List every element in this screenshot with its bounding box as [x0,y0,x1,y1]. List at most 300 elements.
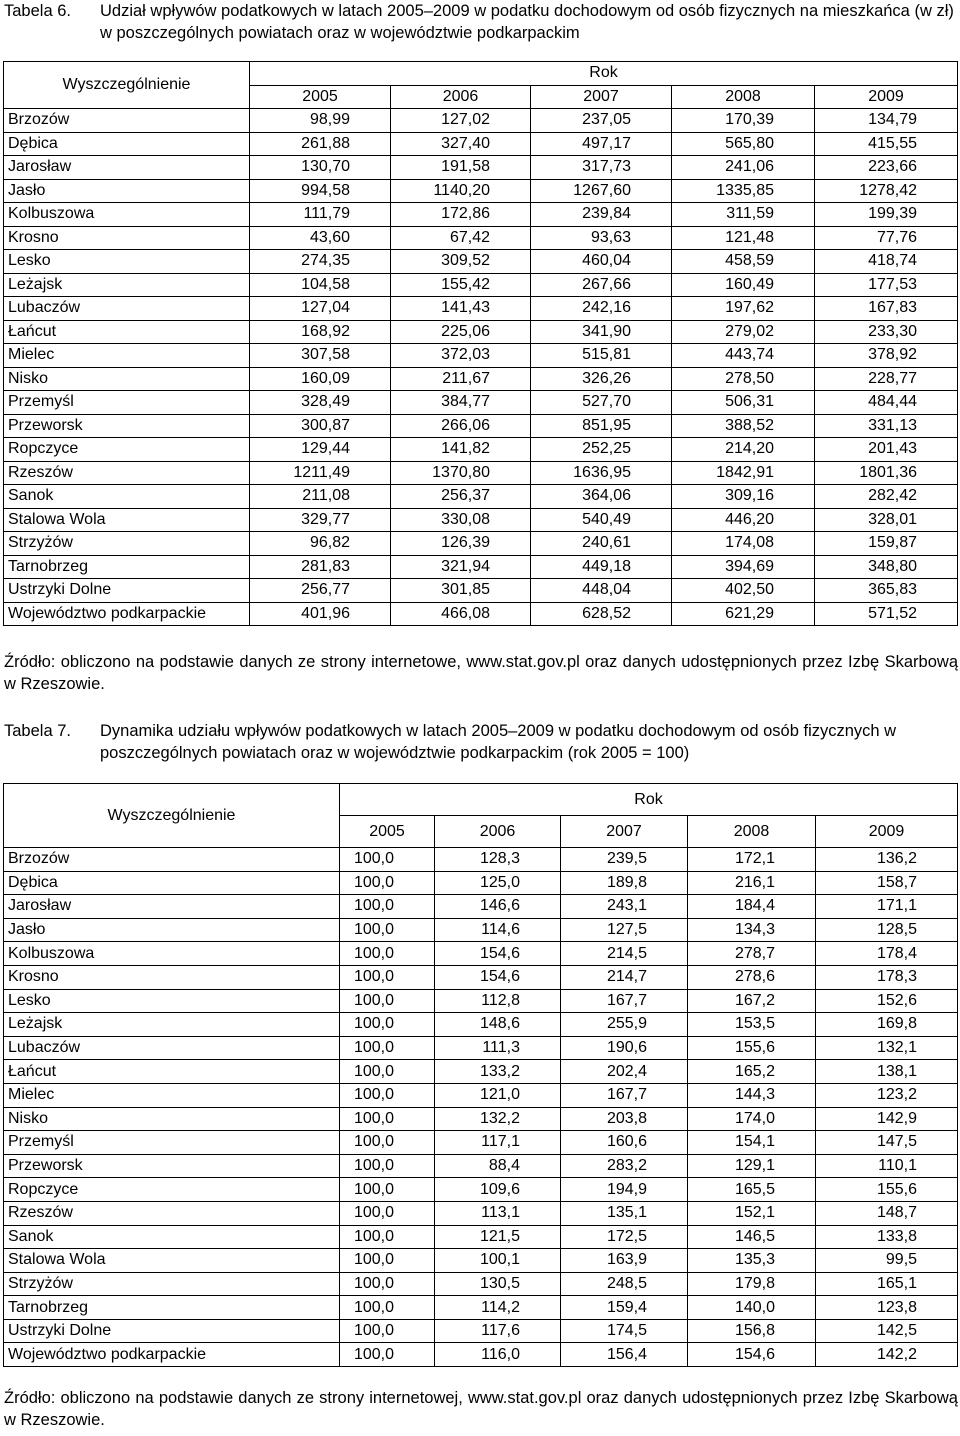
table-cell: 156,4 [561,1343,688,1367]
row-label: Ropczyce [4,438,250,462]
table-cell: 372,03 [391,344,531,368]
table-cell: 117,1 [435,1131,561,1155]
table-cell: 100,0 [340,942,435,966]
table-cell: 571,52 [815,602,958,626]
row-label: Brzozów [4,848,340,872]
row-label: Ustrzyki Dolne [4,1319,340,1343]
table-cell: 140,0 [688,1296,816,1320]
table7-title: Dynamika udziału wpływów podatkowych w latach 2005–2009 w podatku dochodowym od osób fizycznych w poszczególnych powiatach oraz w województwie podkarpackim (rok 2005 = 100) [100,722,897,762]
row-label: Nisko [4,367,250,391]
table-row [4,555,958,579]
table-cell: 100,0 [340,965,435,989]
table-cell: 123,8 [816,1296,958,1320]
table-cell: 134,79 [815,109,958,133]
table6-year-header: 2007 [531,85,672,109]
table-cell: 194,9 [561,1178,688,1202]
table-cell: 100,1 [435,1249,561,1273]
table6-label: Tabela 6. [4,2,71,20]
table-cell: 216,1 [688,871,816,895]
table-cell: 154,1 [688,1131,816,1155]
table-cell: 163,9 [561,1249,688,1273]
table-cell: 497,17 [531,132,672,156]
table-row [4,1319,958,1343]
table-row [4,965,958,989]
table-cell: 100,0 [340,989,435,1013]
table-cell: 112,8 [435,989,561,1013]
table-cell: 184,4 [688,895,816,919]
table-cell: 100,0 [340,918,435,942]
table-cell: 177,53 [815,273,958,297]
table-cell: 116,0 [435,1343,561,1367]
table-cell: 126,39 [391,532,531,556]
table-cell: 141,43 [391,297,531,321]
table-cell: 1801,36 [815,461,958,485]
table-cell: 100,0 [340,1107,435,1131]
table-cell: 261,88 [250,132,391,156]
table-cell: 100,0 [340,1083,435,1107]
row-label: Lesko [4,250,250,274]
row-label: Stalowa Wola [4,1249,340,1273]
table-row [4,1296,958,1320]
table-cell: 165,1 [816,1272,958,1296]
table-cell: 160,6 [561,1131,688,1155]
row-label: Tarnobrzeg [4,1296,340,1320]
table-cell: 223,66 [815,156,958,180]
table-cell: 203,8 [561,1107,688,1131]
table-cell: 147,5 [816,1131,958,1155]
table-cell: 1636,95 [531,461,672,485]
table-row [4,602,958,626]
table-cell: 331,13 [815,414,958,438]
table-cell: 197,62 [672,297,815,321]
table-cell: 565,80 [672,132,815,156]
table-cell: 100,0 [340,1319,435,1343]
table-cell: 401,96 [250,602,391,626]
table-cell: 460,04 [531,250,672,274]
table-row [4,179,958,203]
table-cell: 384,77 [391,391,531,415]
table-cell: 154,6 [688,1343,816,1367]
table-cell: 330,08 [391,508,531,532]
table-row [4,1013,958,1037]
row-label: Kolbuszowa [4,942,340,966]
table-row [4,1225,958,1249]
row-label: Ropczyce [4,1178,340,1202]
table-cell: 326,26 [531,367,672,391]
table-cell: 132,2 [435,1107,561,1131]
row-label: Rzeszów [4,461,250,485]
table-cell: 237,05 [531,109,672,133]
table-cell: 125,0 [435,871,561,895]
table-row [4,250,958,274]
table-cell: 178,3 [816,965,958,989]
table-cell: 93,63 [531,226,672,250]
table-row [4,1249,958,1273]
table-cell: 159,87 [815,532,958,556]
table-cell: 130,5 [435,1272,561,1296]
table-row [4,367,958,391]
table-cell: 179,8 [688,1272,816,1296]
table-row [4,226,958,250]
row-label: Województwo podkarpackie [4,1343,340,1367]
row-label: Jasło [4,918,340,942]
table-row [4,109,958,133]
table-cell: 100,0 [340,1296,435,1320]
table-row [4,1036,958,1060]
table-cell: 233,30 [815,320,958,344]
table-cell: 243,1 [561,895,688,919]
table-cell: 274,35 [250,250,391,274]
table-row [4,273,958,297]
table-row [4,344,958,368]
table7-caption [4,720,958,764]
table-cell: 100,0 [340,895,435,919]
table-row [4,1178,958,1202]
table-cell: 278,7 [688,942,816,966]
row-label: Lubaczów [4,1036,340,1060]
table-row [4,895,958,919]
table-cell: 267,66 [531,273,672,297]
table-cell: 127,02 [391,109,531,133]
table-cell: 152,1 [688,1201,816,1225]
table7-year-header: 2008 [688,816,816,848]
row-label: Ustrzyki Dolne [4,579,250,603]
table-cell: 133,8 [816,1225,958,1249]
row-label: Tarnobrzeg [4,555,250,579]
table-row [4,508,958,532]
table-cell: 190,6 [561,1036,688,1060]
table-cell: 174,08 [672,532,815,556]
row-label: Leżajsk [4,273,250,297]
table-cell: 148,7 [816,1201,958,1225]
table-row [4,297,958,321]
table-cell: 309,16 [672,485,815,509]
table7-header-spec: Wyszczególnienie [4,784,340,848]
table-cell: 449,18 [531,555,672,579]
table-cell: 100,0 [340,1131,435,1155]
table-row [4,871,958,895]
table-cell: 100,0 [340,1201,435,1225]
table7-year-header: 2007 [561,816,688,848]
table-cell: 174,0 [688,1107,816,1131]
table-cell: 202,4 [561,1060,688,1084]
table-cell: 418,74 [815,250,958,274]
row-label: Przeworsk [4,1154,340,1178]
row-label: Krosno [4,965,340,989]
table6 [3,61,958,626]
table-cell: 172,86 [391,203,531,227]
row-label: Krosno [4,226,250,250]
table-cell: 239,84 [531,203,672,227]
table-cell: 214,20 [672,438,815,462]
table-cell: 100,0 [340,1178,435,1202]
table-cell: 228,77 [815,367,958,391]
table-cell: 169,8 [816,1013,958,1037]
row-label: Przemyśl [4,1131,340,1155]
table-cell: 167,2 [688,989,816,1013]
table-cell: 100,0 [340,1154,435,1178]
table-cell: 109,6 [435,1178,561,1202]
table-cell: 365,83 [815,579,958,603]
table-cell: 527,70 [531,391,672,415]
table-cell: 171,1 [816,895,958,919]
table-cell: 159,4 [561,1296,688,1320]
table-cell: 256,37 [391,485,531,509]
table7-year-header: 2009 [816,816,958,848]
row-label: Mielec [4,1083,340,1107]
table-cell: 278,50 [672,367,815,391]
table-cell: 201,43 [815,438,958,462]
table-cell: 317,73 [531,156,672,180]
table-cell: 100,0 [340,871,435,895]
table-cell: 328,01 [815,508,958,532]
table-cell: 1140,20 [391,179,531,203]
row-label: Przemyśl [4,391,250,415]
table-cell: 307,58 [250,344,391,368]
table-cell: 506,31 [672,391,815,415]
table-cell: 152,6 [816,989,958,1013]
table-cell: 111,79 [250,203,391,227]
row-label: Brzozów [4,109,250,133]
table-cell: 155,6 [688,1036,816,1060]
table-cell: 141,82 [391,438,531,462]
row-label: Jasło [4,179,250,203]
table-row [4,1083,958,1107]
table7-source: Źródło: obliczono na podstawie danych ze strony internetowej, www.stat.gov.pl oraz danych udostępnionych przez Izbę Skarbową w Rzeszowie. [4,1389,958,1429]
table-cell: 100,0 [340,1225,435,1249]
table-cell: 329,77 [250,508,391,532]
table-cell: 327,40 [391,132,531,156]
row-label: Łańcut [4,1060,340,1084]
table-cell: 132,1 [816,1036,958,1060]
table-cell: 328,49 [250,391,391,415]
table-cell: 154,6 [435,942,561,966]
table-cell: 146,6 [435,895,561,919]
table-cell: 321,94 [391,555,531,579]
table6-year-header: 2006 [391,85,531,109]
table-cell: 515,81 [531,344,672,368]
row-label: Strzyżów [4,1272,340,1296]
table-cell: 129,1 [688,1154,816,1178]
table-cell: 121,48 [672,226,815,250]
table7-year-header: 2005 [340,816,435,848]
table-row [4,918,958,942]
table-cell: 378,92 [815,344,958,368]
table-cell: 133,2 [435,1060,561,1084]
table-cell: 191,58 [391,156,531,180]
table-cell: 130,70 [250,156,391,180]
table-cell: 111,3 [435,1036,561,1060]
row-label: Stalowa Wola [4,508,250,532]
table-row [4,532,958,556]
table-cell: 155,42 [391,273,531,297]
table-cell: 67,42 [391,226,531,250]
table-cell: 135,3 [688,1249,816,1273]
table-cell: 113,1 [435,1201,561,1225]
table-cell: 127,5 [561,918,688,942]
table-cell: 110,1 [816,1154,958,1178]
table6-caption [4,0,958,44]
table-cell: 281,83 [250,555,391,579]
table-cell: 156,8 [688,1319,816,1343]
table-cell: 282,42 [815,485,958,509]
row-label: Łańcut [4,320,250,344]
table-row [4,1154,958,1178]
table-cell: 148,6 [435,1013,561,1037]
table-cell: 88,4 [435,1154,561,1178]
table-cell: 153,5 [688,1013,816,1037]
table-cell: 1842,91 [672,461,815,485]
table-cell: 628,52 [531,602,672,626]
table-cell: 211,08 [250,485,391,509]
table-cell: 128,3 [435,848,561,872]
table6-header-rok: Rok [250,62,958,86]
table-cell: 167,7 [561,1083,688,1107]
table-cell: 394,69 [672,555,815,579]
table-cell: 189,8 [561,871,688,895]
table-cell: 256,77 [250,579,391,603]
table-cell: 172,5 [561,1225,688,1249]
table-cell: 248,5 [561,1272,688,1296]
row-label: Leżajsk [4,1013,340,1037]
table-cell: 142,2 [816,1343,958,1367]
table-cell: 211,67 [391,367,531,391]
table-cell: 402,50 [672,579,815,603]
table-cell: 99,5 [816,1249,958,1273]
table-cell: 241,06 [672,156,815,180]
table-cell: 165,5 [688,1178,816,1202]
table-row [4,1201,958,1225]
table-cell: 266,06 [391,414,531,438]
table6-year-header: 2009 [815,85,958,109]
table-cell: 104,58 [250,273,391,297]
table-cell: 121,0 [435,1083,561,1107]
table-row [4,1131,958,1155]
table6-year-header: 2005 [250,85,391,109]
table-cell: 311,59 [672,203,815,227]
table-cell: 100,0 [340,1272,435,1296]
table-cell: 155,6 [816,1178,958,1202]
table-row [4,485,958,509]
table-cell: 160,09 [250,367,391,391]
table-cell: 100,0 [340,1249,435,1273]
table-cell: 283,2 [561,1154,688,1178]
table-cell: 214,5 [561,942,688,966]
table-row [4,848,958,872]
table-cell: 134,3 [688,918,816,942]
table-cell: 98,99 [250,109,391,133]
table-cell: 540,49 [531,508,672,532]
table-cell: 199,39 [815,203,958,227]
row-label: Województwo podkarpackie [4,602,250,626]
table-cell: 341,90 [531,320,672,344]
table-cell: 240,61 [531,532,672,556]
table-cell: 1278,42 [815,179,958,203]
table-row [4,320,958,344]
table-cell: 136,2 [816,848,958,872]
row-label: Mielec [4,344,250,368]
table-cell: 278,6 [688,965,816,989]
table-cell: 174,5 [561,1319,688,1343]
table-cell: 142,5 [816,1319,958,1343]
table-cell: 100,0 [340,1036,435,1060]
table-row [4,461,958,485]
table-cell: 160,49 [672,273,815,297]
table-cell: 364,06 [531,485,672,509]
table-cell: 994,58 [250,179,391,203]
table-cell: 135,1 [561,1201,688,1225]
table6-title: Udział wpływów podatkowych w latach 2005–2009 w podatku dochodowym od osób fizycznych na mieszkańca (w zł) w poszczególnych powiatach oraz w województwie podkarpackim [100,2,954,42]
table-row [4,1343,958,1367]
table-cell: 466,08 [391,602,531,626]
table-cell: 123,2 [816,1083,958,1107]
row-label: Nisko [4,1107,340,1131]
table-cell: 167,83 [815,297,958,321]
table-cell: 146,5 [688,1225,816,1249]
table6-year-header: 2008 [672,85,815,109]
table-cell: 309,52 [391,250,531,274]
table-row [4,989,958,1013]
table-cell: 255,9 [561,1013,688,1037]
table-cell: 458,59 [672,250,815,274]
table-cell: 446,20 [672,508,815,532]
row-label: Lesko [4,989,340,1013]
table-cell: 348,80 [815,555,958,579]
table-cell: 77,76 [815,226,958,250]
table-cell: 415,55 [815,132,958,156]
table-cell: 1211,49 [250,461,391,485]
table7-year-header: 2006 [435,816,561,848]
table-cell: 100,0 [340,1060,435,1084]
table-cell: 154,6 [435,965,561,989]
row-label: Przeworsk [4,414,250,438]
table7 [3,783,958,1367]
table-cell: 158,7 [816,871,958,895]
table-cell: 142,9 [816,1107,958,1131]
table-cell: 484,44 [815,391,958,415]
row-label: Strzyżów [4,532,250,556]
table-cell: 168,92 [250,320,391,344]
table-cell: 172,1 [688,848,816,872]
table-cell: 252,25 [531,438,672,462]
table-cell: 165,2 [688,1060,816,1084]
table-cell: 121,5 [435,1225,561,1249]
table-row [4,1107,958,1131]
table-cell: 388,52 [672,414,815,438]
table-cell: 214,7 [561,965,688,989]
table-row [4,391,958,415]
table-row [4,579,958,603]
table-row [4,1272,958,1296]
table-cell: 114,2 [435,1296,561,1320]
table6-header-spec: Wyszczególnienie [4,62,250,109]
row-label: Kolbuszowa [4,203,250,227]
table-row [4,1060,958,1084]
table-row [4,132,958,156]
table-cell: 127,04 [250,297,391,321]
table-cell: 300,87 [250,414,391,438]
table-cell: 1335,85 [672,179,815,203]
row-label: Dębica [4,132,250,156]
table-cell: 100,0 [340,1343,435,1367]
table-cell: 114,6 [435,918,561,942]
table-cell: 443,74 [672,344,815,368]
table-cell: 167,7 [561,989,688,1013]
table-row [4,203,958,227]
table-cell: 100,0 [340,848,435,872]
table-cell: 96,82 [250,532,391,556]
table-cell: 100,0 [340,1013,435,1037]
